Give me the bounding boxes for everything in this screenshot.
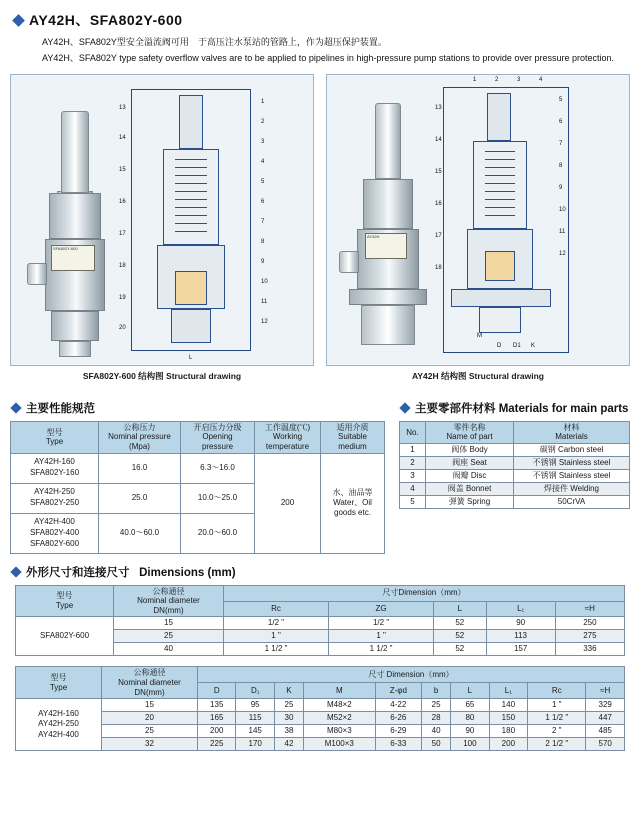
performance-section <box>10 390 385 554</box>
cell-zg-1: 1/2 " <box>329 617 434 630</box>
callout-right-12: 12 <box>559 250 566 257</box>
cell-l-3: 90 <box>451 725 489 738</box>
cell-rc-1: 1 " <box>528 699 586 712</box>
table-row <box>16 699 625 712</box>
performance-section-title: 主要性能规范 <box>26 402 95 415</box>
figures-row <box>10 74 630 382</box>
cell-l-1: 65 <box>451 699 489 712</box>
callout-right-14: 14 <box>435 136 442 143</box>
cell-k-1: 25 <box>274 699 303 712</box>
cell-h-2: 447 <box>586 712 625 725</box>
drawing-stem-left <box>179 95 203 149</box>
cell-l-3: 52 <box>434 643 486 656</box>
materials-section <box>399 390 630 509</box>
cell-d-2: 165 <box>198 712 236 725</box>
th-dimension-group: 尺寸Dimension（mm） <box>224 585 625 601</box>
th-dimension-group: 尺寸 Dimension（mm） <box>198 667 625 683</box>
callout-left-16: 16 <box>119 198 126 205</box>
cell-l1-3: 180 <box>489 725 527 738</box>
valve-body-upper-left <box>49 193 101 239</box>
callout-left-14: 14 <box>119 134 126 141</box>
performance-table <box>10 421 385 554</box>
callout-right-9: 9 <box>559 184 563 191</box>
cell-l-2: 52 <box>434 630 486 643</box>
cell-part-1: 阀体 Body <box>426 444 514 457</box>
callout-right-10: 10 <box>559 206 566 213</box>
callout-left-4: 4 <box>261 158 265 165</box>
callout-right-5: 5 <box>559 96 563 103</box>
th-nominal-diameter: 公称通径 Nominal diameter DN(mm) <box>114 585 224 617</box>
cell-l1-1: 90 <box>486 617 555 630</box>
cell-l-4: 100 <box>451 738 489 751</box>
callout-left-8: 8 <box>261 238 265 245</box>
cell-type-3: AY42H-400 SFA802Y-400 SFA802Y-600 <box>11 513 99 553</box>
th-h: ≈H <box>555 601 624 617</box>
table-row <box>400 444 630 457</box>
table-row <box>400 483 630 496</box>
cell-b-3: 40 <box>422 725 451 738</box>
cell-h-3: 485 <box>586 725 625 738</box>
cell-b-1: 25 <box>422 699 451 712</box>
valve-cap-left <box>61 111 89 193</box>
intro-chinese: AY42H、SFA802Y型安全溢流阀可用 于高压注水泵站的管路上，作为超压保护装置。 <box>42 37 387 47</box>
cell-l1-2: 113 <box>486 630 555 643</box>
drawing-stem-right <box>487 93 511 141</box>
th-k: K <box>274 683 303 699</box>
cell-zg-2: 1 " <box>329 630 434 643</box>
valve-body-upper-right <box>363 179 413 229</box>
cell-m-1: M48×2 <box>304 699 376 712</box>
callout-left-20: 20 <box>119 324 126 331</box>
th-rc: Rc <box>528 683 586 699</box>
drawing-spring-left <box>175 159 207 233</box>
figure-left-caption: SFA802Y-600 结构图 Structural drawing <box>82 370 242 381</box>
dimensions-title-cn: 外形尺寸和连接尺寸 <box>26 566 130 579</box>
cell-no-3: 3 <box>400 470 426 483</box>
figure-right-caption: AY42H 结构图 Structural drawing <box>412 370 544 381</box>
table-row <box>11 453 385 483</box>
drawing-spring-right <box>485 151 515 219</box>
callout-right-2: 2 <box>495 76 499 83</box>
cell-d1-3: 145 <box>236 725 274 738</box>
callout-right-16: 16 <box>435 200 442 207</box>
page-title-row <box>14 10 630 30</box>
cell-l1-3: 157 <box>486 643 555 656</box>
th-rc: Rc <box>224 601 329 617</box>
callout-right-17: 17 <box>435 232 442 239</box>
callout-right-13: 13 <box>435 104 442 111</box>
cell-zg-3: 1 1/2 " <box>329 643 434 656</box>
th-nominal-diameter: 公称通径 Nominal diameter DN(mm) <box>102 667 198 699</box>
callout-left-L: L <box>189 354 193 361</box>
dimensions-title-en: Dimensions (mm) <box>139 566 236 579</box>
dim-label-D1: D1 <box>513 342 521 349</box>
valve-foot-left <box>59 341 91 357</box>
table-row <box>16 712 625 725</box>
callout-left-18: 18 <box>119 262 126 269</box>
cell-suitable-medium: 水、油品等 Water、Oil goods etc. <box>321 453 385 553</box>
cell-no-2: 2 <box>400 457 426 470</box>
page-title: AY42H、SFA802Y-600 <box>29 12 183 28</box>
callout-left-2: 2 <box>261 118 265 125</box>
cell-type-sfa: SFA802Y-600 <box>16 617 114 656</box>
valve-base-left <box>51 311 99 341</box>
th-type: 型号 Type <box>11 421 99 453</box>
cell-type-2: AY42H-250 SFA802Y-250 <box>11 483 99 513</box>
cell-part-5: 弹簧 Spring <box>426 496 514 509</box>
valve-nameplate-right <box>365 233 407 259</box>
cell-d1-2: 115 <box>236 712 274 725</box>
nameplate-text-right: AY42H <box>367 233 380 239</box>
callout-right-3: 3 <box>517 76 521 83</box>
cell-dn-2: 25 <box>114 630 224 643</box>
cell-part-2: 阀座 Seat <box>426 457 514 470</box>
cell-h-4: 570 <box>586 738 625 751</box>
drawing-inlet-right <box>479 307 521 333</box>
mid-section <box>10 390 630 554</box>
cell-d-1: 135 <box>198 699 236 712</box>
callout-left-11: 11 <box>261 298 268 305</box>
cell-dn-2: 20 <box>102 712 198 725</box>
valve-flange-right <box>349 289 427 305</box>
callout-left-3: 3 <box>261 138 265 145</box>
cell-d1-1: 95 <box>236 699 274 712</box>
figure-left <box>10 74 314 382</box>
th-no: No. <box>400 421 426 443</box>
cell-h-2: 275 <box>555 630 624 643</box>
figure-left-box <box>10 74 314 366</box>
th-b: b <box>422 683 451 699</box>
cell-rc-4: 2 1/2 " <box>528 738 586 751</box>
cell-opening-3: 20.0～60.0 <box>181 513 255 553</box>
cell-part-4: 阀盖 Bonnet <box>426 483 514 496</box>
callout-left-1: 1 <box>261 98 265 105</box>
materials-table <box>399 421 630 509</box>
valve-outlet-right <box>339 251 359 273</box>
cell-zd-2: 6-26 <box>375 712 421 725</box>
drawing-seat-left <box>175 271 207 305</box>
callout-left-19: 19 <box>119 294 126 301</box>
dim-label-K: K <box>531 342 536 349</box>
dimensions-section-head <box>12 564 630 580</box>
table-header-row <box>400 421 630 443</box>
cell-nominal-2: 25.0 <box>99 483 181 513</box>
th-l1: L₁ <box>489 683 527 699</box>
cell-h-3: 336 <box>555 643 624 656</box>
cell-k-4: 42 <box>274 738 303 751</box>
cell-dn-1: 15 <box>114 617 224 630</box>
cell-no-4: 4 <box>400 483 426 496</box>
valve-base-right <box>361 305 415 345</box>
th-h: ≈H <box>586 683 625 699</box>
valve-cap-right <box>375 103 401 179</box>
figure-right-box <box>326 74 630 366</box>
table-row <box>16 725 625 738</box>
callout-left-12: 12 <box>261 318 268 325</box>
table-row <box>400 457 630 470</box>
cell-m-4: M100×3 <box>304 738 376 751</box>
cell-dn-1: 15 <box>102 699 198 712</box>
th-l1: L₁ <box>486 601 555 617</box>
th-m: M <box>304 683 376 699</box>
callout-right-7: 7 <box>559 140 563 147</box>
table-header-row <box>11 421 385 453</box>
th-suitable-medium: 适用介质 Suitable medium <box>321 421 385 453</box>
intro-text <box>24 36 624 66</box>
th-zd: Z-φd <box>375 683 421 699</box>
cell-m-2: M52×2 <box>304 712 376 725</box>
cell-l1-1: 140 <box>489 699 527 712</box>
performance-section-head <box>12 400 385 416</box>
cell-no-5: 5 <box>400 496 426 509</box>
cell-l1-4: 200 <box>489 738 527 751</box>
cell-zd-4: 6-33 <box>375 738 421 751</box>
drawing-seat-right <box>485 251 515 281</box>
cell-type-ay42h: AY42H-160 AY42H-250 AY42H-400 <box>16 699 102 751</box>
cell-working-temperature: 200 <box>255 453 321 553</box>
cell-k-2: 30 <box>274 712 303 725</box>
table-row <box>16 617 625 630</box>
cell-nominal-3: 40.0～60.0 <box>99 513 181 553</box>
callout-left-13: 13 <box>119 104 126 111</box>
cell-rc-1: 1/2 " <box>224 617 329 630</box>
th-opening-pressure: 开启压力分级 Opening pressure <box>181 421 255 453</box>
callout-right-8: 8 <box>559 162 563 169</box>
materials-title-en: Materials for main parts <box>498 402 629 415</box>
callout-left-9: 9 <box>261 258 265 265</box>
table-header-row <box>16 585 625 601</box>
cell-mat-4: 焊接件 Welding <box>514 483 630 496</box>
diamond-bullet-icon <box>10 566 21 577</box>
cell-l-1: 52 <box>434 617 486 630</box>
cell-type-1: AY42H-160 SFA802Y-160 <box>11 453 99 483</box>
cell-dn-3: 25 <box>102 725 198 738</box>
callout-right-1: 1 <box>473 76 477 83</box>
cell-dn-4: 32 <box>102 738 198 751</box>
cell-h-1: 329 <box>586 699 625 712</box>
callout-right-15: 15 <box>435 168 442 175</box>
callout-left-6: 6 <box>261 198 265 205</box>
materials-title-cn: 主要零部件材料 <box>415 402 496 415</box>
cell-h-1: 250 <box>555 617 624 630</box>
cell-zd-3: 6-29 <box>375 725 421 738</box>
cell-opening-1: 6.3～16.0 <box>181 453 255 483</box>
cell-d-4: 225 <box>198 738 236 751</box>
callout-left-7: 7 <box>261 218 265 225</box>
drawing-flange-right <box>451 289 551 307</box>
cell-d-3: 200 <box>198 725 236 738</box>
cell-mat-2: 不锈钢 Stainless steel <box>514 457 630 470</box>
callout-right-4: 4 <box>539 76 543 83</box>
cell-zd-1: 4-22 <box>375 699 421 712</box>
cell-b-4: 50 <box>422 738 451 751</box>
th-d1: D₁ <box>236 683 274 699</box>
cell-nominal-1: 16.0 <box>99 453 181 483</box>
callout-left-10: 10 <box>261 278 268 285</box>
dim-label-D: D <box>497 342 502 349</box>
callout-left-15: 15 <box>119 166 126 173</box>
diamond-bullet-icon <box>10 402 21 413</box>
th-nominal-pressure: 公称压力 Nominal pressure (Mpa) <box>99 421 181 453</box>
cell-no-1: 1 <box>400 444 426 457</box>
th-part-name: 零件名称 Name of part <box>426 421 514 443</box>
cell-opening-2: 10.0～25.0 <box>181 483 255 513</box>
th-l: L <box>451 683 489 699</box>
callout-right-18: 18 <box>435 264 442 271</box>
cell-l1-2: 150 <box>489 712 527 725</box>
table-header-row <box>16 667 625 683</box>
table-row <box>400 470 630 483</box>
cell-b-2: 28 <box>422 712 451 725</box>
th-l: L <box>434 601 486 617</box>
cell-mat-1: 碳钢 Carbon steel <box>514 444 630 457</box>
callout-right-6: 6 <box>559 118 563 125</box>
diamond-bullet-icon <box>399 402 410 413</box>
th-material: 材料 Materials <box>514 421 630 443</box>
diamond-bullet-icon <box>12 14 25 27</box>
cell-mat-5: 50CrVA <box>514 496 630 509</box>
cell-rc-3: 2 " <box>528 725 586 738</box>
cell-rc-2: 1 1/2 " <box>528 712 586 725</box>
cell-l-2: 80 <box>451 712 489 725</box>
valve-outlet-left <box>27 263 47 285</box>
th-working-temperature: 工作温度(℃) Working temperature <box>255 421 321 453</box>
callout-left-17: 17 <box>119 230 126 237</box>
cell-m-3: M80×3 <box>304 725 376 738</box>
table-row <box>400 496 630 509</box>
table-row <box>16 738 625 751</box>
dim-label-M: M <box>477 332 482 339</box>
dimensions-table-2 <box>15 666 625 751</box>
cell-part-3: 阀瓣 Disc <box>426 470 514 483</box>
figure-right <box>326 74 630 382</box>
cell-mat-3: 不锈钢 Stainless steel <box>514 470 630 483</box>
cell-d1-4: 170 <box>236 738 274 751</box>
nameplate-text-left: SFA802Y-600 <box>53 245 78 251</box>
cell-k-3: 38 <box>274 725 303 738</box>
th-type: 型号 Type <box>16 667 102 699</box>
callout-right-11: 11 <box>559 228 566 235</box>
th-d: D <box>198 683 236 699</box>
valve-nameplate-left <box>51 245 95 271</box>
materials-section-head <box>401 400 630 416</box>
th-type: 型号 Type <box>16 585 114 617</box>
th-zg: ZG <box>329 601 434 617</box>
intro-english: AY42H、SFA802Y type safety overflow valves are to be applied to pipelines in high-pressure pump stations to provide over pressure protection. <box>42 52 614 63</box>
cell-rc-2: 1 " <box>224 630 329 643</box>
cell-dn-3: 40 <box>114 643 224 656</box>
cell-rc-3: 1 1/2 " <box>224 643 329 656</box>
drawing-inlet-left <box>171 309 211 343</box>
dimensions-table-1 <box>15 585 625 657</box>
callout-left-5: 5 <box>261 178 265 185</box>
